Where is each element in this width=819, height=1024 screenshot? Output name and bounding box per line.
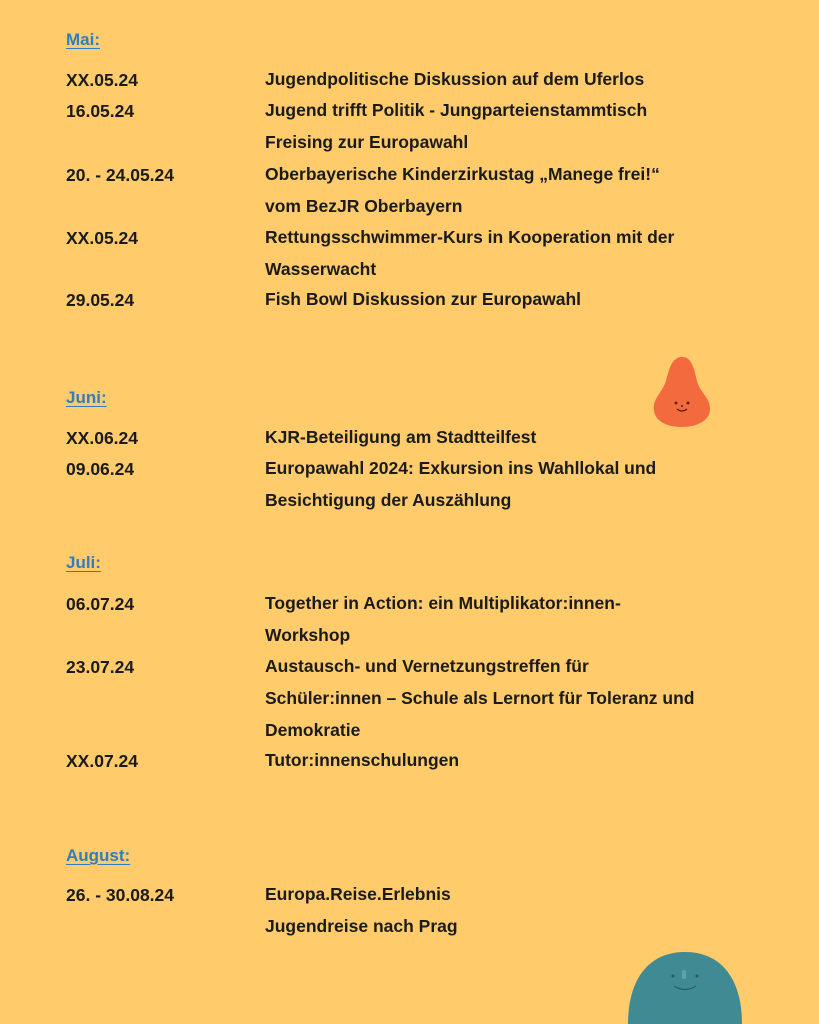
teal-round-character-icon xyxy=(626,950,744,1024)
event-description xyxy=(265,158,785,222)
event-description xyxy=(265,452,785,516)
event-date: XX.05.24 xyxy=(66,70,138,90)
month-heading-mai: Mai: xyxy=(66,30,100,49)
event-date: 23.07.24 xyxy=(66,657,135,677)
event-line: Workshop xyxy=(265,625,351,645)
event-date: 06.07.24 xyxy=(66,594,135,614)
event-line: Schüler:innen – Schule als Lernort für Toleranz und xyxy=(265,688,695,708)
event-description xyxy=(265,587,785,651)
event-line: Besichtigung der Auszählung xyxy=(265,490,512,510)
event-description xyxy=(265,221,785,285)
month-heading-juli: Juli: xyxy=(66,553,101,572)
event-line: Together in Action: ein Multiplikator:innen- xyxy=(265,593,621,613)
orange-pear-character-icon xyxy=(652,355,712,427)
event-line: Demokratie xyxy=(265,720,361,740)
event-line: Austausch- und Vernetzungstreffen für xyxy=(265,656,589,676)
event-date: XX.05.24 xyxy=(66,228,138,248)
event-date: 20. - 24.05.24 xyxy=(66,165,174,185)
event-line: Oberbayerische Kinderzirkustag „Manege frei!“ xyxy=(265,164,660,184)
event-line: Jugendpolitische Diskussion auf dem Uferlos xyxy=(265,69,645,89)
event-description xyxy=(265,650,785,746)
event-line: Fish Bowl Diskussion zur Europawahl xyxy=(265,289,582,309)
event-description xyxy=(265,744,785,776)
event-line: Europa.Reise.Erlebnis xyxy=(265,884,451,904)
event-line: Freising zur Europawahl xyxy=(265,132,469,152)
event-date: 09.06.24 xyxy=(66,459,135,479)
event-line: KJR-Beteiligung am Stadtteilfest xyxy=(265,427,537,447)
event-date: 26. - 30.08.24 xyxy=(66,885,174,905)
event-date: XX.07.24 xyxy=(66,751,138,771)
event-date: XX.06.24 xyxy=(66,428,138,448)
event-description xyxy=(265,283,785,315)
event-date: 16.05.24 xyxy=(66,101,135,121)
event-description xyxy=(265,94,785,158)
event-line: Tutor:innenschulungen xyxy=(265,750,460,770)
month-heading-august: August: xyxy=(66,846,131,865)
event-line: Europawahl 2024: Exkursion ins Wahllokal und xyxy=(265,458,657,478)
event-line: vom BezJR Oberbayern xyxy=(265,196,463,216)
event-line: Jugend trifft Politik - Jungparteienstammtisch xyxy=(265,100,648,120)
month-heading-juni: Juni: xyxy=(66,388,107,407)
event-line: Wasserwacht xyxy=(265,259,377,279)
event-description xyxy=(265,63,785,95)
event-date: 29.05.24 xyxy=(66,290,135,310)
event-line: Jugendreise nach Prag xyxy=(265,916,458,936)
event-description xyxy=(265,878,785,942)
event-line: Rettungsschwimmer-Kurs in Kooperation mit der xyxy=(265,227,675,247)
